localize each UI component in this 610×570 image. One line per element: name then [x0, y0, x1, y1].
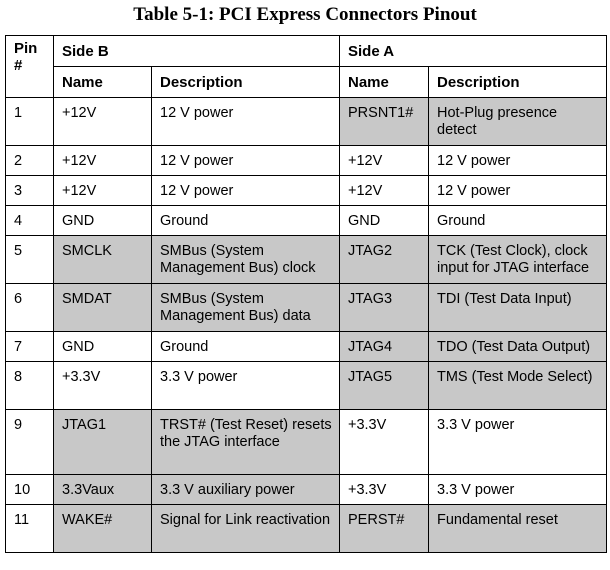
side-b-name-cell: JTAG1	[54, 410, 152, 475]
side-b-name-cell: +12V	[54, 176, 152, 206]
side-a-name-cell: PRSNT1#	[340, 98, 429, 146]
side-a-description-cell: TCK (Test Clock), clock input for JTAG interface	[429, 236, 607, 284]
side-a-name-cell: GND	[340, 206, 429, 236]
side-b-description-cell: Signal for Link reactivation	[152, 505, 340, 553]
side-a-name-cell: +3.3V	[340, 410, 429, 475]
side-a-description-cell: TMS (Test Mode Select)	[429, 362, 607, 410]
pin-cell: 6	[6, 284, 54, 332]
table-row	[6, 98, 607, 146]
side-a-description-cell: TDO (Test Data Output)	[429, 332, 607, 362]
side-b-description-cell: SMBus (System Management Bus) data	[152, 284, 340, 332]
side-a-name-cell: JTAG5	[340, 362, 429, 410]
table-row	[6, 206, 607, 236]
table-row	[6, 362, 607, 410]
side-b-description-cell: 12 V power	[152, 146, 340, 176]
pin-cell: 11	[6, 505, 54, 553]
side-b-name-cell: +12V	[54, 146, 152, 176]
side-b-description-cell: 3.3 V power	[152, 362, 340, 410]
side-a-description-cell: 12 V power	[429, 176, 607, 206]
pin-cell: 4	[6, 206, 54, 236]
side-b-description-cell: Ground	[152, 332, 340, 362]
side-a-description-cell: 3.3 V power	[429, 410, 607, 475]
header-side-a-name: Name	[340, 67, 429, 98]
table-row	[6, 410, 607, 475]
side-a-name-cell: PERST#	[340, 505, 429, 553]
pin-cell: 3	[6, 176, 54, 206]
side-a-name-cell: JTAG3	[340, 284, 429, 332]
pin-cell: 1	[6, 98, 54, 146]
side-a-name-cell: +12V	[340, 146, 429, 176]
side-b-name-cell: +3.3V	[54, 362, 152, 410]
side-a-name-cell: +12V	[340, 176, 429, 206]
table-row	[6, 146, 607, 176]
side-b-name-cell: GND	[54, 332, 152, 362]
header-side-b-name: Name	[54, 67, 152, 98]
side-a-description-cell: Hot-Plug presence detect	[429, 98, 607, 146]
header-row-columns	[6, 67, 607, 98]
pin-cell: 8	[6, 362, 54, 410]
side-a-name-cell: +3.3V	[340, 475, 429, 505]
header-row-sides	[6, 36, 607, 67]
table-row	[6, 236, 607, 284]
side-b-name-cell: 3.3Vaux	[54, 475, 152, 505]
side-a-name-cell: JTAG4	[340, 332, 429, 362]
pin-cell: 10	[6, 475, 54, 505]
side-b-name-cell: +12V	[54, 98, 152, 146]
side-b-name-cell: GND	[54, 206, 152, 236]
side-a-name-cell: JTAG2	[340, 236, 429, 284]
side-b-name-cell: SMDAT	[54, 284, 152, 332]
header-side-a-description: Description	[429, 67, 607, 98]
side-b-description-cell: 3.3 V auxiliary power	[152, 475, 340, 505]
side-a-description-cell: Fundamental reset	[429, 505, 607, 553]
pin-cell: 2	[6, 146, 54, 176]
header-side-a: Side A	[340, 36, 607, 67]
pinout-table	[5, 35, 607, 553]
side-b-name-cell: WAKE#	[54, 505, 152, 553]
header-side-b: Side B	[54, 36, 340, 67]
table-row	[6, 475, 607, 505]
table-row	[6, 332, 607, 362]
header-pin: Pin #	[6, 36, 54, 98]
table-row	[6, 176, 607, 206]
side-a-description-cell: 12 V power	[429, 146, 607, 176]
side-b-description-cell: 12 V power	[152, 176, 340, 206]
table-caption: Table 5-1: PCI Express Connectors Pinout	[133, 4, 477, 25]
table-row	[6, 505, 607, 553]
side-a-description-cell: TDI (Test Data Input)	[429, 284, 607, 332]
side-b-description-cell: Ground	[152, 206, 340, 236]
pin-cell: 7	[6, 332, 54, 362]
header-side-b-description: Description	[152, 67, 340, 98]
pin-cell: 9	[6, 410, 54, 475]
side-b-name-cell: SMCLK	[54, 236, 152, 284]
side-a-description-cell: 3.3 V power	[429, 475, 607, 505]
side-b-description-cell: 12 V power	[152, 98, 340, 146]
side-b-description-cell: TRST# (Test Reset) resets the JTAG interface	[152, 410, 340, 475]
side-b-description-cell: SMBus (System Management Bus) clock	[152, 236, 340, 284]
pin-cell: 5	[6, 236, 54, 284]
side-a-description-cell: Ground	[429, 206, 607, 236]
table-row	[6, 284, 607, 332]
